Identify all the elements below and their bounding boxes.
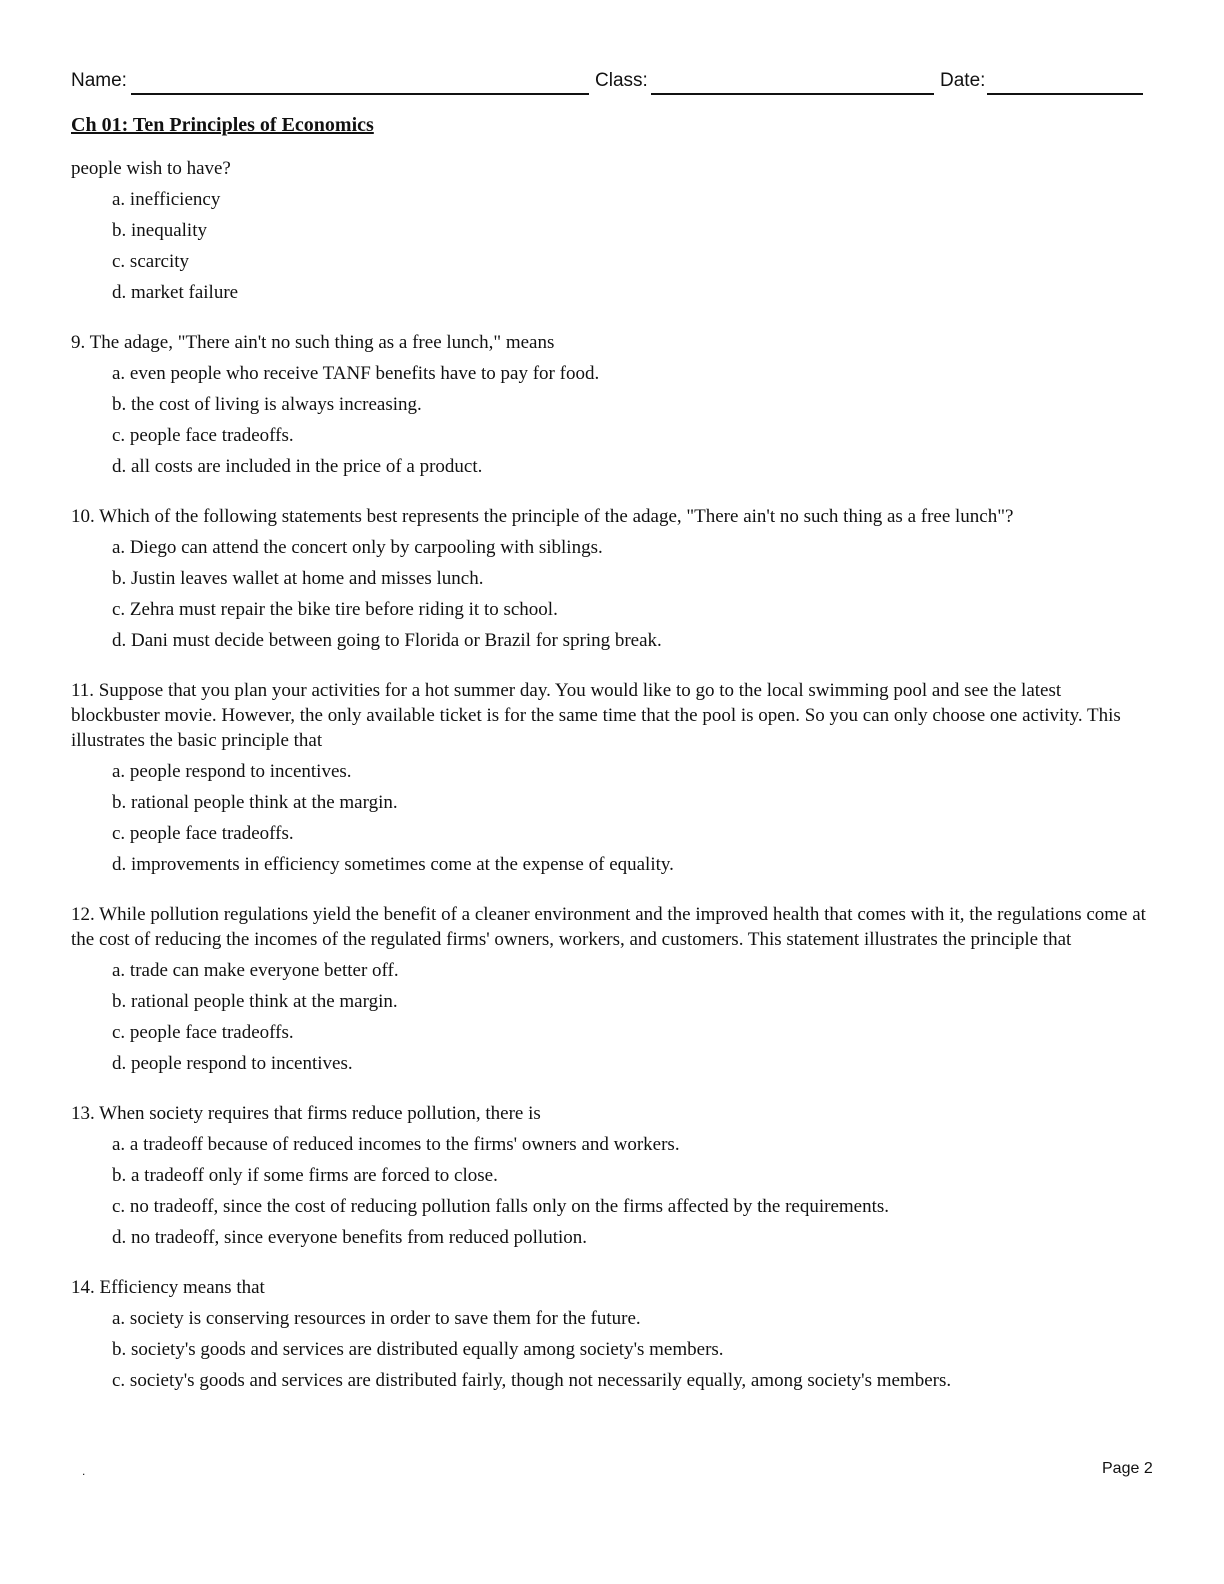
page-number: Page 2 xyxy=(1102,1460,1153,1477)
name-field-line[interactable] xyxy=(131,93,589,95)
option-a: a. even people who receive TANF benefits have to pay for food. xyxy=(112,363,600,384)
option-b: b. the cost of living is always increasing. xyxy=(112,394,422,415)
option-b: b. Justin leaves wallet at home and misses lunch. xyxy=(112,568,484,589)
question-11 xyxy=(71,678,1146,877)
question-14 xyxy=(71,1275,1146,1393)
chapter-title: Ch 01: Ten Principles of Economics xyxy=(71,114,374,136)
option-d: d. market failure xyxy=(112,282,239,303)
question-stem: 12. While pollution regulations yield the benefit of a cleaner environment and the improved health that comes with it, the regulations come at the cost of reducing the incomes of the regulated firms' owners, workers, and customers. This statement illustrates the principle that xyxy=(71,904,1146,950)
question-stem: 10. Which of the following statements best represents the principle of the adage, "There ain't no such thing as a free lunch"? xyxy=(71,506,1014,527)
option-d: d. people respond to incentives. xyxy=(112,1053,353,1074)
question-10 xyxy=(71,504,1146,653)
option-a: a. inefficiency xyxy=(112,189,221,210)
question-stem: 9. The adage, "There ain't no such thing as a free lunch," means xyxy=(71,332,555,353)
option-d: d. all costs are included in the price of a product. xyxy=(112,456,483,477)
question-12 xyxy=(71,902,1146,1076)
question-list xyxy=(71,156,1146,1418)
date-field-line[interactable] xyxy=(987,93,1143,95)
option-c: c. people face tradeoffs. xyxy=(112,823,294,844)
question-stem: people wish to have? xyxy=(71,158,231,179)
question-stem: 14. Efficiency means that xyxy=(71,1277,265,1298)
question-stem: 13. When society requires that firms reduce pollution, there is xyxy=(71,1103,541,1124)
option-b: b. rational people think at the margin. xyxy=(112,792,398,813)
footer-dot: . xyxy=(82,1464,86,1478)
question-9 xyxy=(71,330,1146,479)
option-d: d. Dani must decide between going to Florida or Brazil for spring break. xyxy=(112,630,662,651)
option-c: c. society's goods and services are distributed fairly, though not necessarily equally, among society's members. xyxy=(112,1370,952,1391)
option-a: a. Diego can attend the concert only by carpooling with siblings. xyxy=(112,537,603,558)
option-c: c. Zehra must repair the bike tire before riding it to school. xyxy=(112,599,558,620)
class-field-line[interactable] xyxy=(651,93,934,95)
option-d: d. no tradeoff, since everyone benefits from reduced pollution. xyxy=(112,1227,588,1248)
option-c: c. people face tradeoffs. xyxy=(112,425,294,446)
question-13 xyxy=(71,1101,1146,1250)
option-a: a. trade can make everyone better off. xyxy=(112,960,399,981)
option-c: c. scarcity xyxy=(112,251,190,272)
option-b: b. a tradeoff only if some firms are forced to close. xyxy=(112,1165,498,1186)
option-c: c. no tradeoff, since the cost of reducing pollution falls only on the firms affected by the requirements. xyxy=(112,1196,890,1217)
question-stem: 11. Suppose that you plan your activities for a hot summer day. You would like to go to the local swimming pool and see the latest blockbuster movie. However, the only available ticket is for the same time that the pool is open. So you can only choose one activity. This illustrates the basic principle that xyxy=(71,680,1121,751)
question-8-continuation xyxy=(71,156,1146,305)
date-label: Date: xyxy=(940,70,986,91)
option-a: a. people respond to incentives. xyxy=(112,761,352,782)
option-c: c. people face tradeoffs. xyxy=(112,1022,294,1043)
header-fields xyxy=(71,70,1143,98)
option-b: b. society's goods and services are distributed equally among society's members. xyxy=(112,1339,724,1360)
option-a: a. society is conserving resources in order to save them for the future. xyxy=(112,1308,641,1329)
option-b: b. rational people think at the margin. xyxy=(112,991,398,1012)
option-a: a. a tradeoff because of reduced incomes to the firms' owners and workers. xyxy=(112,1134,680,1155)
name-label: Name: xyxy=(71,70,127,91)
option-b: b. inequality xyxy=(112,220,207,241)
class-label: Class: xyxy=(595,70,648,91)
option-d: d. improvements in efficiency sometimes come at the expense of equality. xyxy=(112,854,674,875)
